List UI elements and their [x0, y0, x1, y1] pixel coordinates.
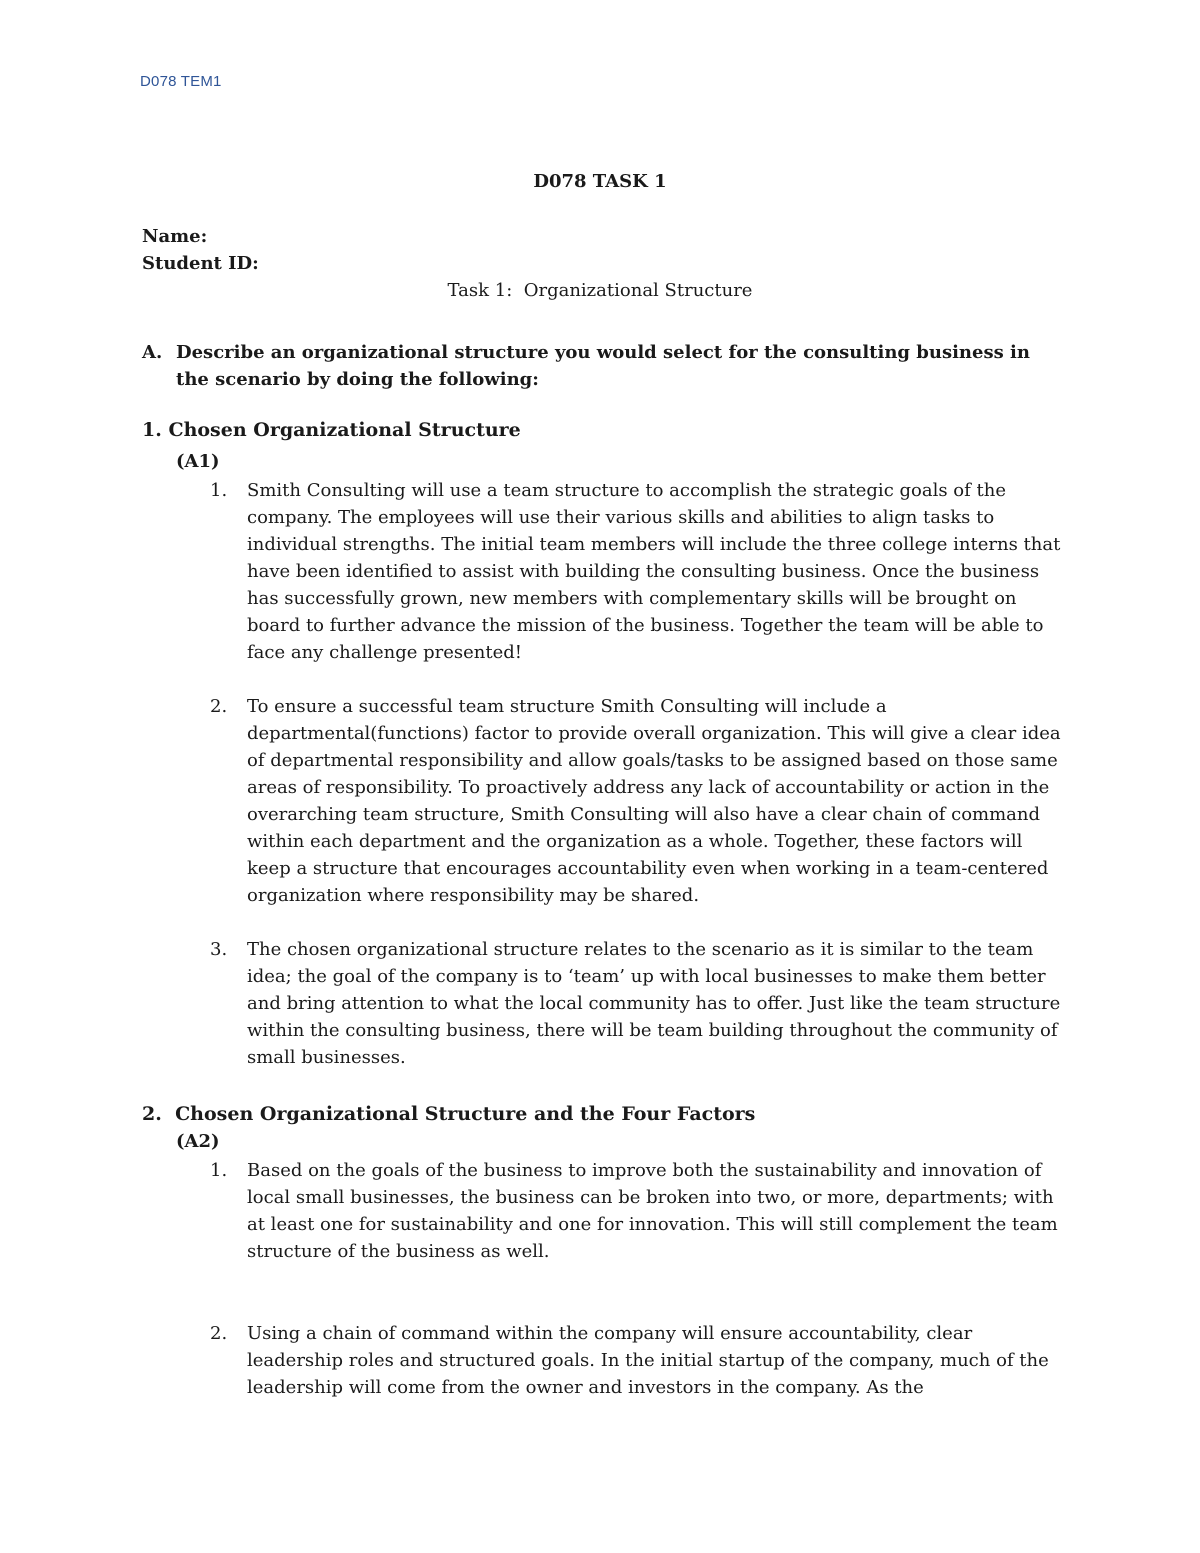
part1-heading: 1. Chosen Organizational Structure [142, 419, 521, 441]
list-item [210, 1320, 1070, 1401]
list-item-text: Using a chain of command within the company will ensure accountability, clear leadership roles and structured goals. In the initial startup of the company, much of the leadership will come from the owner and investors in the company. As the [247, 1323, 1049, 1398]
list-item-number: 3. [210, 939, 228, 960]
task-title-text: Task 1: Organizational Structure [447, 280, 753, 301]
name-label: Name: [142, 226, 208, 247]
section-a [142, 339, 1062, 393]
list-item [210, 477, 1070, 666]
list-item-number: 2. [210, 1323, 228, 1344]
list-item-number: 2. [210, 696, 228, 717]
student-id-label: Student ID: [142, 253, 259, 274]
part2-heading: 2. Chosen Organizational Structure and the Four Factors [142, 1103, 756, 1125]
list-item [210, 693, 1070, 909]
page-header-tag: D078 TEM1 [140, 73, 222, 90]
list-item-number: 1. [210, 480, 228, 501]
list-item-text: The chosen organizational structure relates to the scenario as it is similar to the team idea; the goal of the company is to ‘team’ up with local businesses to make them better and bring attention to what the local community has to offer. Just like the team structure within the consulting business, there will be team building throughout the community of small businesses. [247, 939, 1061, 1068]
section-a-text: Describe an organizational structure you would select for the consulting business in the scenario by doing the following: [176, 342, 1030, 390]
list-item-number: 1. [210, 1160, 228, 1181]
part1-sublabel: (A1) [176, 451, 220, 472]
task-title [0, 280, 1200, 301]
section-a-letter: A. [142, 342, 163, 363]
list-item-text: Based on the goals of the business to improve both the sustainability and innovation of local small businesses, the business can be broken into two, or more, departments; with at least one for sustainability and one for innovation. This will still complement the team structure of the business as well. [247, 1160, 1058, 1262]
part2-sublabel: (A2) [176, 1131, 220, 1152]
list-item-text: Smith Consulting will use a team structure to accomplish the strategic goals of the company. The employees will use their various skills and abilities to align tasks to individual strengths. The initial team members will include the three college interns that have been identified to assist with building the consulting business. Once the business has successfully grown, new members with complementary skills will be brought on board to further advance the mission of the business. Together the team will be able to face any challenge presented! [247, 480, 1061, 663]
list-item [210, 1157, 1070, 1265]
list-item [210, 936, 1070, 1071]
list-item-text: To ensure a successful team structure Smith Consulting will include a departmental(functions) factor to provide overall organization. This will give a clear idea of departmental responsibility and allow goals/tasks to be assigned based on those same areas of responsibility. To proactively address any lack of accountability or action in the overarching team structure, Smith Consulting will also have a clear chain of command within each department and the organization as a whole. Together, these factors will keep a structure that encourages accountability even when working in a team-centered organization where responsibility may be shared. [247, 696, 1061, 906]
document-title: D078 TASK 1 [533, 171, 667, 192]
